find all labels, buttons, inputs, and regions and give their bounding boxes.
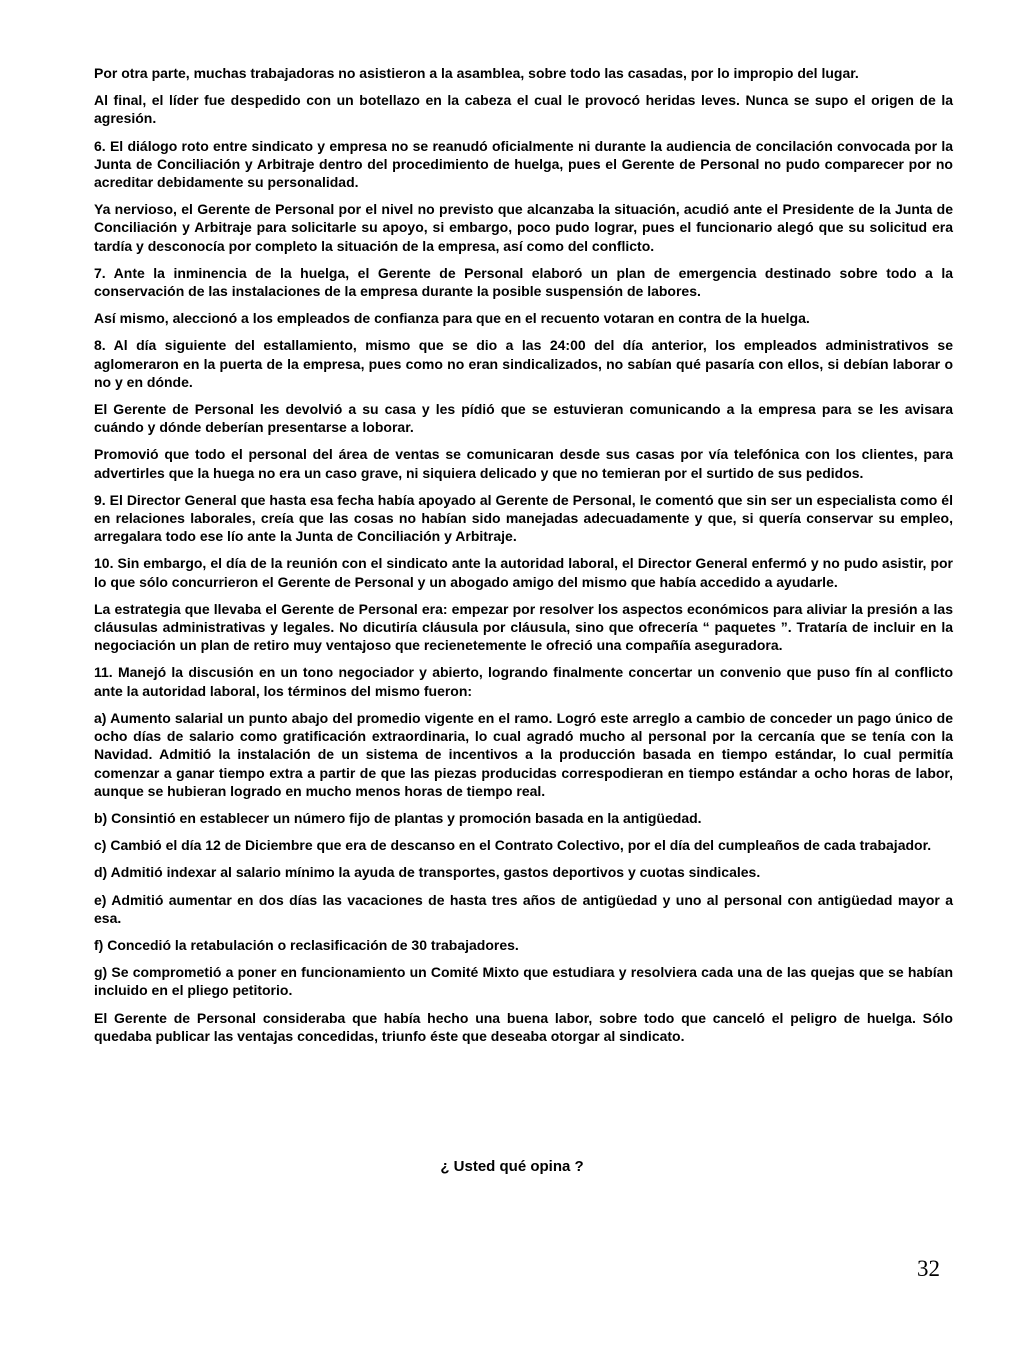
paragraph: 11. Manejó la discusión en un tono negociador y abierto, logrando finalmente concertar un convenio que puso fín al conflicto ante la autoridad laboral, los términos del mismo fueron: bbox=[94, 664, 953, 699]
paragraph: La estrategia que llevaba el Gerente de Personal era: empezar por resolver los aspectos económicos para aliviar la presión a las cláusulas administrativas y legales. No dicutiría cláusula por cláusula, sino que ofrecería “ paquetes ”. Trataría de incluir en la negociación un plan de retiro muy ventajoso que recienetemente le ofreció una compañía aseguradora. bbox=[94, 600, 953, 654]
list-item-f: f) Concedió la retabulación o reclasificación de 30 trabajadores. bbox=[94, 936, 519, 953]
list-item-g: g) Se comprometió a poner en funcionamiento un Comité Mixto que estudiara y resolviera cada una de las quejas que se habían incluido en el pliego petitorio. bbox=[94, 964, 953, 999]
list-item-c: c) Cambió el día 12 de Diciembre que era de descanso en el Contrato Colectivo, por el día del cumpleaños de cada trabajador. bbox=[94, 837, 932, 854]
document-body bbox=[94, 64, 953, 1054]
paragraph: Ya nervioso, el Gerente de Personal por el nivel no previsto que alcanzaba la situación, acudió ante el Presidente de la Junta de Conciliación y Arbitraje para solicitarle su apoyo, si embargo, poco pudo lograr, pues el funcionario alegó que su solicitud era tardía y desconocía por completo la situación de la empresa, así como del conflicto. bbox=[94, 201, 953, 254]
paragraph: 6. El diálogo roto entre sindicato y empresa no se reanudó oficialmente ni durante la audiencia de concilación convocada por la Junta de Conciliación y Arbitraje dentro del procedimiento de huelga, pues el Gerente de Personal no pudo comparecer por no acreditar debidamente su personalidad. bbox=[94, 137, 953, 191]
paragraph: El Gerente de Personal consideraba que había hecho una buena labor, sobre todo que canceló el peligro de huelga. Sólo quedaba publicar las ventajas concedidas, triunfo éste que deseaba otorgar al sindicato. bbox=[94, 1009, 953, 1044]
paragraph: 8. Al día siguiente del estallamiento, mismo que se dio a las 24:00 del día anterior, los empleados administrativos se aglomeraron en la puerta de la empresa, pues como no eran sindicalizados, no sabían qué pasaría con ellos, si debían laborar o no y en dónde. bbox=[94, 337, 953, 390]
paragraph: Por otra parte, muchas trabajadoras no asistieron a la asamblea, sobre todo las casadas, por lo impropio del lugar. bbox=[94, 65, 859, 81]
closing-question: ¿ Usted qué opina ? bbox=[440, 1158, 584, 1175]
paragraph: 9. El Director General que hasta esa fecha había apoyado al Gerente de Personal, le comentó que sin ser un especialista como él en relaciones laborales, creía que las cosas no habían sido manejadas adecuadamente y que, si quería conservar su empleo, arregalara todo ese lío ante la Junta de Conciliación y Arbitraje. bbox=[94, 491, 953, 545]
paragraph: 10. Sin embargo, el día de la reunión con el sindicato ante la autoridad laboral, el Director General enfermó y no pudo asistir, por lo que sólo concurrieron el Gerente de Personal y un abogado amigo del mismo que había accedido a ayudarle. bbox=[94, 555, 953, 590]
paragraph: Así mismo, aleccionó a los empleados de confianza para que en el recuento votaran en contra de la huelga. bbox=[94, 310, 810, 327]
paragraph: 7. Ante la inminencia de la huelga, el Gerente de Personal elaboró un plan de emergencia destinado sobre todo a la conservación de las instalaciones de la empresa durante la posible suspensión de labores. bbox=[94, 264, 953, 300]
paragraph: Promovió que todo el personal del área de ventas se comunicaran desde sus casas por vía telefónica con los clientes, para advertirles que la huega no era un caso grave, ni siquiera delicado y que no temieran por el surtido de sus pedidos. bbox=[94, 446, 953, 481]
list-item-d: d) Admitió indexar al salario mínimo la ayuda de transportes, gastos deportivos y cuotas sindicales. bbox=[94, 864, 761, 881]
list-item-e: e) Admitió aumentar en dos días las vacaciones de hasta tres años de antigüedad y uno al personal con antigüedad mayor a esa. bbox=[94, 891, 953, 926]
paragraph: El Gerente de Personal les devolvió a su casa y les pídió que se estuvieran comunicando a la empresa para se les avisara cuándo y dónde deberían presentarse a loborar. bbox=[94, 401, 953, 436]
list-item-b: b) Consintió en establecer un número fijo de plantas y promoción basada en la antigüedad. bbox=[94, 809, 702, 826]
list-item-a: a) Aumento salarial un punto abajo del promedio vigente en el ramo. Logró este arreglo a cambio de conceder un pago único de ocho días de salario como gratificación extraordinaria, lo cual agradó mucho al personal por la cercanía que se tenía con la Navidad. Admitió la instalación de un sistema de incentivos a la producción basada en tiempo estándar, lo cual permitía comenzar a ganar tiempo extra a partir de que las piezas producidas correspodieran en tiempo estándar a ocho horas de labor, aunque se hubieran logrado en mucho menos horas de tiempo real. bbox=[94, 709, 953, 799]
page-number: 32 bbox=[917, 1256, 940, 1281]
paragraph: Al final, el líder fue despedido con un botellazo en la cabeza el cual le provocó heridas leves. Nunca se supo el origen de la agresión. bbox=[94, 92, 953, 127]
